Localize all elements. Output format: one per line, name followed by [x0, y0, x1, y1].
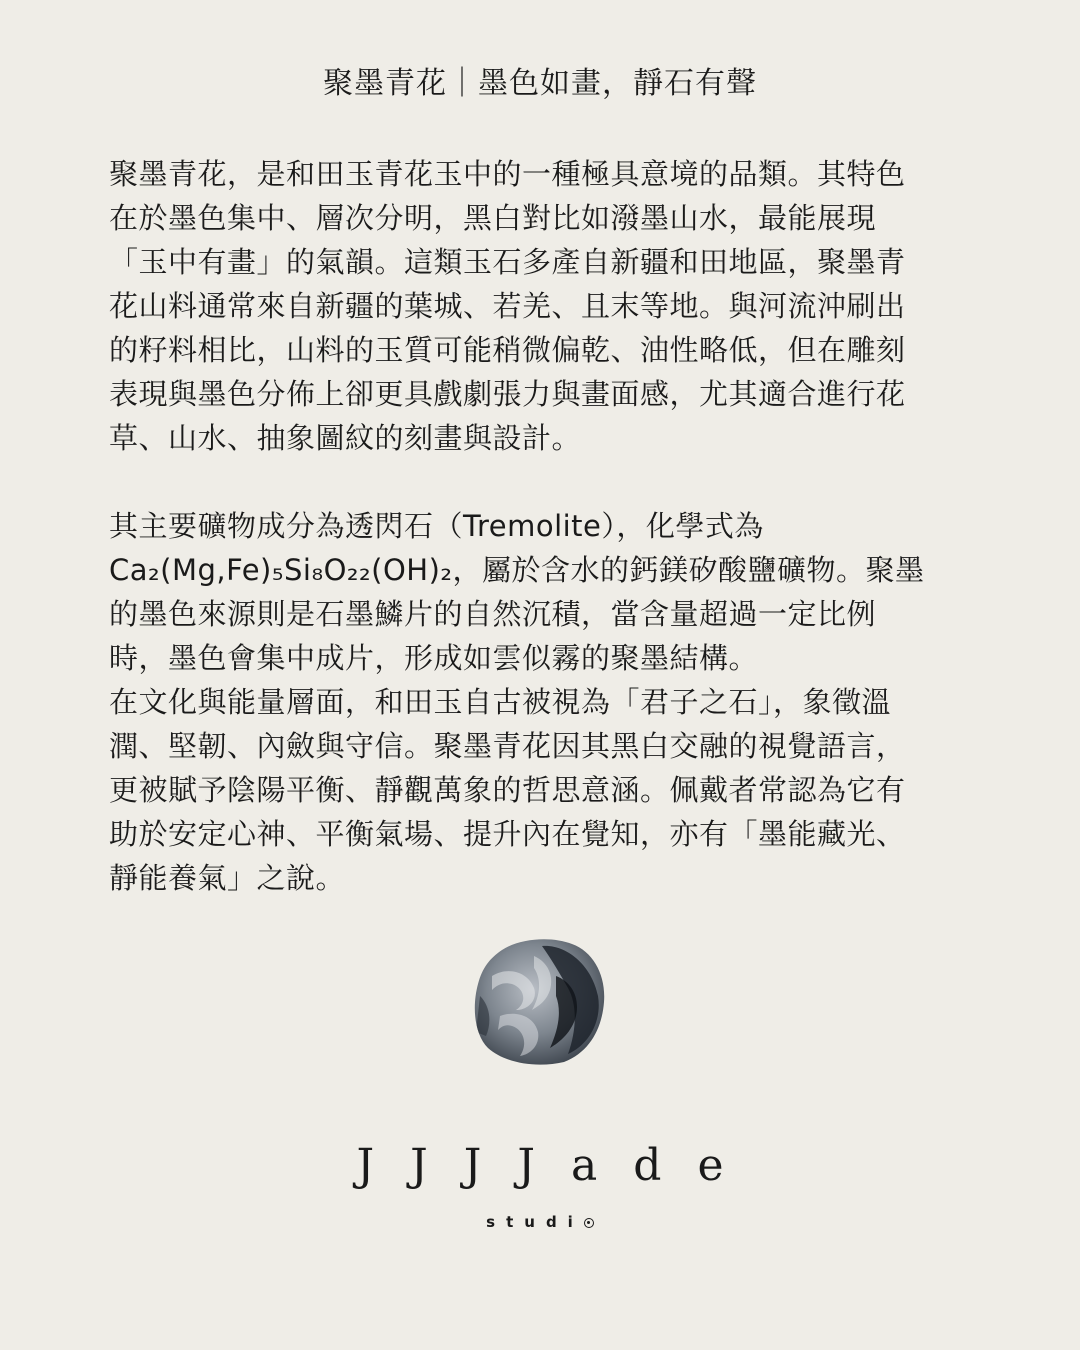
culture-paragraph-line: 潤、堅韌、內斂與守信。聚墨青花因其黑白交融的視覺語言，: [109, 729, 906, 763]
culture-paragraph-line: 助於安定心神、平衡氣場、提升內在覺知，亦有「墨能藏光、: [109, 817, 906, 851]
culture-paragraph: [109, 680, 979, 900]
intro-paragraph-line: 在於墨色集中、層次分明，黑白對比如潑墨山水，最能展現: [109, 201, 877, 235]
mineral-paragraph-line: 其主要礦物成分為透閃石（Tremolite），化學式為: [109, 509, 764, 543]
intro-paragraph-line: 的籽料相比，山料的玉質可能稍微偏乾、油性略低，但在雕刻: [109, 333, 906, 367]
mineral-paragraph-line: 時，墨色會集中成片，形成如雲似霧的聚墨結構。: [109, 641, 759, 675]
culture-paragraph-line: 更被賦予陰陽平衡、靜觀萬象的哲思意涵。佩戴者常認為它有: [109, 773, 906, 807]
intro-paragraph-line: 「玉中有畫」的氣韻。這類玉石多產自新疆和田地區，聚墨青: [109, 245, 906, 279]
brand-subtitle: [0, 1212, 1080, 1232]
jade-stone-image: [472, 936, 608, 1066]
intro-paragraph: [109, 152, 979, 460]
intro-paragraph-line: 聚墨青花，是和田玉青花玉中的一種極具意境的品類。其特色: [109, 157, 906, 191]
brand-subtitle-text: studi: [486, 1213, 584, 1231]
page-title: 聚墨青花｜墨色如畫，靜石有聲: [323, 66, 757, 101]
culture-paragraph-line: 在文化與能量層面，和田玉自古被視為「君子之石」，象徵溫: [109, 685, 892, 719]
brand-logo: JJJJade: [356, 1140, 760, 1191]
mineral-paragraph-line: 的墨色來源則是石墨鱗片的自然沉積，當含量超過一定比例: [109, 597, 877, 631]
target-circle-icon: [584, 1218, 594, 1228]
culture-paragraph-line: 靜能養氣」之說。: [109, 861, 346, 895]
mineral-paragraph: [109, 504, 979, 680]
intro-paragraph-line: 花山料通常來自新疆的葉城、若羌、且末等地。與河流沖刷出: [109, 289, 906, 323]
mineral-paragraph-line: Ca₂(Mg,Fe)₅Si₈O₂₂(OH)₂，屬於含水的鈣鎂矽酸鹽礦物。聚墨: [109, 553, 925, 587]
intro-paragraph-line: 草、山水、抽象圖紋的刻畫與設計。: [109, 421, 582, 455]
intro-paragraph-line: 表現與墨色分佈上卻更具戲劇張力與畫面感，尤其適合進行花: [109, 377, 906, 411]
